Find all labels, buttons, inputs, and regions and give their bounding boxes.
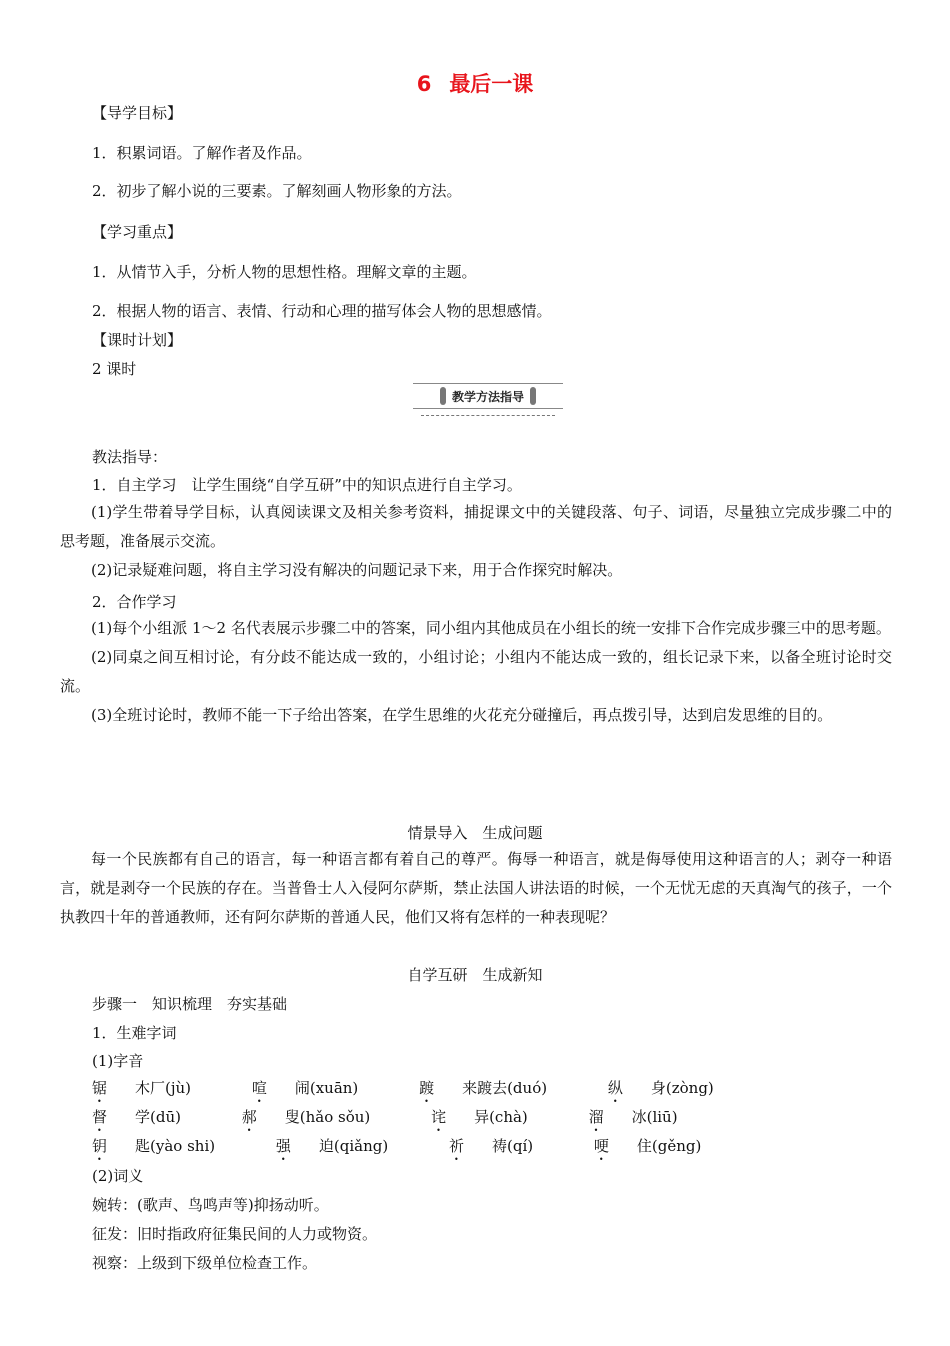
- meaning-2: 征发：旧时指政府征集民间的人力或物资。: [92, 1225, 378, 1243]
- pronunciation-entry: [252, 1079, 386, 1097]
- dotted-char: 祈: [448, 1137, 464, 1155]
- goals-header: 【导学目标】: [92, 104, 183, 122]
- focus-2: 2．根据人物的语言、表情、行动和心理的描写体会人物的思想感情。: [92, 302, 552, 320]
- dotted-char: 溜: [588, 1108, 604, 1126]
- intro-heading: 情景导入 生成问题: [407, 824, 543, 842]
- dotted-char: 诧: [431, 1108, 447, 1126]
- pronunciation-row: [92, 1135, 757, 1164]
- lesson-number: 6: [416, 72, 432, 96]
- pronunciation-entry: [449, 1137, 561, 1155]
- meaning-3: 视察：上级到下级单位检查工作。: [92, 1254, 318, 1272]
- focus-1: 1．从情节入手，分析人物的思想性格。理解文章的主题。: [92, 263, 477, 281]
- pronunciation-row: [92, 1077, 770, 1106]
- dotted-char: 纵: [607, 1079, 623, 1097]
- dotted-char: 锯: [92, 1079, 108, 1097]
- intro-paragraph: 每一个民族都有自己的语言，每一种语言都有着自己的尊严。侮辱一种语言，就是侮辱使用这种语言的人；剥夺一种语言，就是剥夺一个民族的存在。当普鲁士人入侵阿尔萨斯，禁止法国人讲法语的时候，一个无忧无虑的天真淘气的孩子，一个执教四十年的普通教师，还有阿尔萨斯的普通人民，他们又将有怎样的一种表现呢？: [60, 850, 892, 926]
- pronunciation-entry: [419, 1079, 575, 1097]
- entry-rest: 学(dū): [135, 1108, 181, 1126]
- meaning-header: (2)词义: [92, 1167, 144, 1185]
- pronunciation-entry: [92, 1137, 243, 1155]
- pronunciation-entry: [276, 1137, 416, 1155]
- entry-rest: 叟(hǎo sǒu): [284, 1108, 371, 1126]
- plan-hours: 2 课时: [92, 360, 137, 378]
- entry-rest: 住(gěng): [636, 1137, 702, 1155]
- entry-rest: 闹(xuān): [294, 1079, 359, 1097]
- pronunciation-row: [92, 1106, 734, 1135]
- pronunciation-entry: [92, 1108, 209, 1126]
- goal-1: 1．积累词语。了解作者及作品。: [92, 144, 312, 162]
- dotted-char: 郝: [241, 1108, 257, 1126]
- entry-rest: 祷(qí): [492, 1137, 534, 1155]
- self-study-heading: 自学互研 生成新知: [407, 966, 543, 984]
- focus-header: 【学习重点】: [92, 223, 183, 241]
- pronunciation-entry: [242, 1108, 399, 1126]
- badge-underline: [421, 415, 555, 416]
- method-paragraph: (1)学生带着导学目标，认真阅读课文及相关参考资料，捕捉课文中的关键段落、句子、词语，尽量独立完成步骤二中的思考题，准备展示交流。: [60, 503, 892, 550]
- dotted-char: 督: [92, 1108, 108, 1126]
- method-block-1: [60, 498, 892, 585]
- vocab-item: 1．生难字词: [92, 1024, 177, 1042]
- pronunciation-entry: [431, 1108, 556, 1126]
- method-paragraph: (2)记录疑难问题，将自主学习没有解决的问题记录下来，用于合作探究时解决。: [91, 561, 623, 579]
- entry-rest: 冰(liū): [631, 1108, 678, 1126]
- method-item-2: 2．合作学习: [92, 593, 177, 611]
- method-paragraph: (3)全班讨论时，教师不能一下子给出答案，在学生思维的火花充分碰撞后，再点拨引导，达到启发思维的目的。: [91, 706, 833, 724]
- lesson-title: 最后一课: [449, 72, 534, 96]
- plan-header: 【课时计划】: [92, 331, 183, 349]
- pronunciation-entry: [608, 1079, 742, 1097]
- entry-rest: 迫(qiǎng): [318, 1137, 389, 1155]
- badge-left-cap: [440, 387, 446, 405]
- dotted-char: 钥: [92, 1137, 108, 1155]
- dotted-char: 踱: [419, 1079, 435, 1097]
- entry-rest: 木厂(jù): [135, 1079, 192, 1097]
- entry-rest: 异(chà): [474, 1108, 528, 1126]
- method-badge: [413, 383, 563, 409]
- entry-rest: 身(zòng): [650, 1079, 714, 1097]
- dotted-char: 喧: [251, 1079, 267, 1097]
- pronunciation-entry: [92, 1079, 219, 1097]
- method-paragraph: (1)每个小组派 1～2 名代表展示步骤二中的答案，同小组内其他成员在小组长的统一安排下合作完成步骤三中的思考题。: [91, 619, 891, 637]
- method-header: 教法指导：: [92, 448, 168, 466]
- method-paragraph: (2)同桌之间互相讨论，有分歧不能达成一致的，小组讨论；小组内不能达成一致的，组长记录下来，以备全班讨论时交流。: [60, 648, 892, 695]
- badge-right-cap: [530, 387, 536, 405]
- entry-rest: 来踱去(duó): [462, 1079, 548, 1097]
- method-block-2: [60, 614, 892, 730]
- meaning-1: 婉转：(歌声、鸟鸣声等)抑扬动听。: [92, 1196, 329, 1214]
- dotted-char: 哽: [593, 1137, 609, 1155]
- dotted-char: 强: [275, 1137, 291, 1155]
- method-item-1: 1．自主学习 让学生围绕“自学互研”中的知识点进行自主学习。: [92, 476, 522, 494]
- badge-label: 教学方法指导: [451, 389, 524, 404]
- step-1: 步骤一 知识梳理 夯实基础: [92, 995, 288, 1013]
- pronunciation-header: (1)字音: [92, 1052, 144, 1070]
- page-title: [0, 68, 950, 98]
- entry-rest: 匙(yào shi): [135, 1137, 216, 1155]
- intro-block: [60, 845, 892, 932]
- pronunciation-entry: [594, 1137, 729, 1155]
- goal-2: 2．初步了解小说的三要素。了解刻画人物形象的方法。: [92, 182, 462, 200]
- pronunciation-entry: [589, 1108, 706, 1126]
